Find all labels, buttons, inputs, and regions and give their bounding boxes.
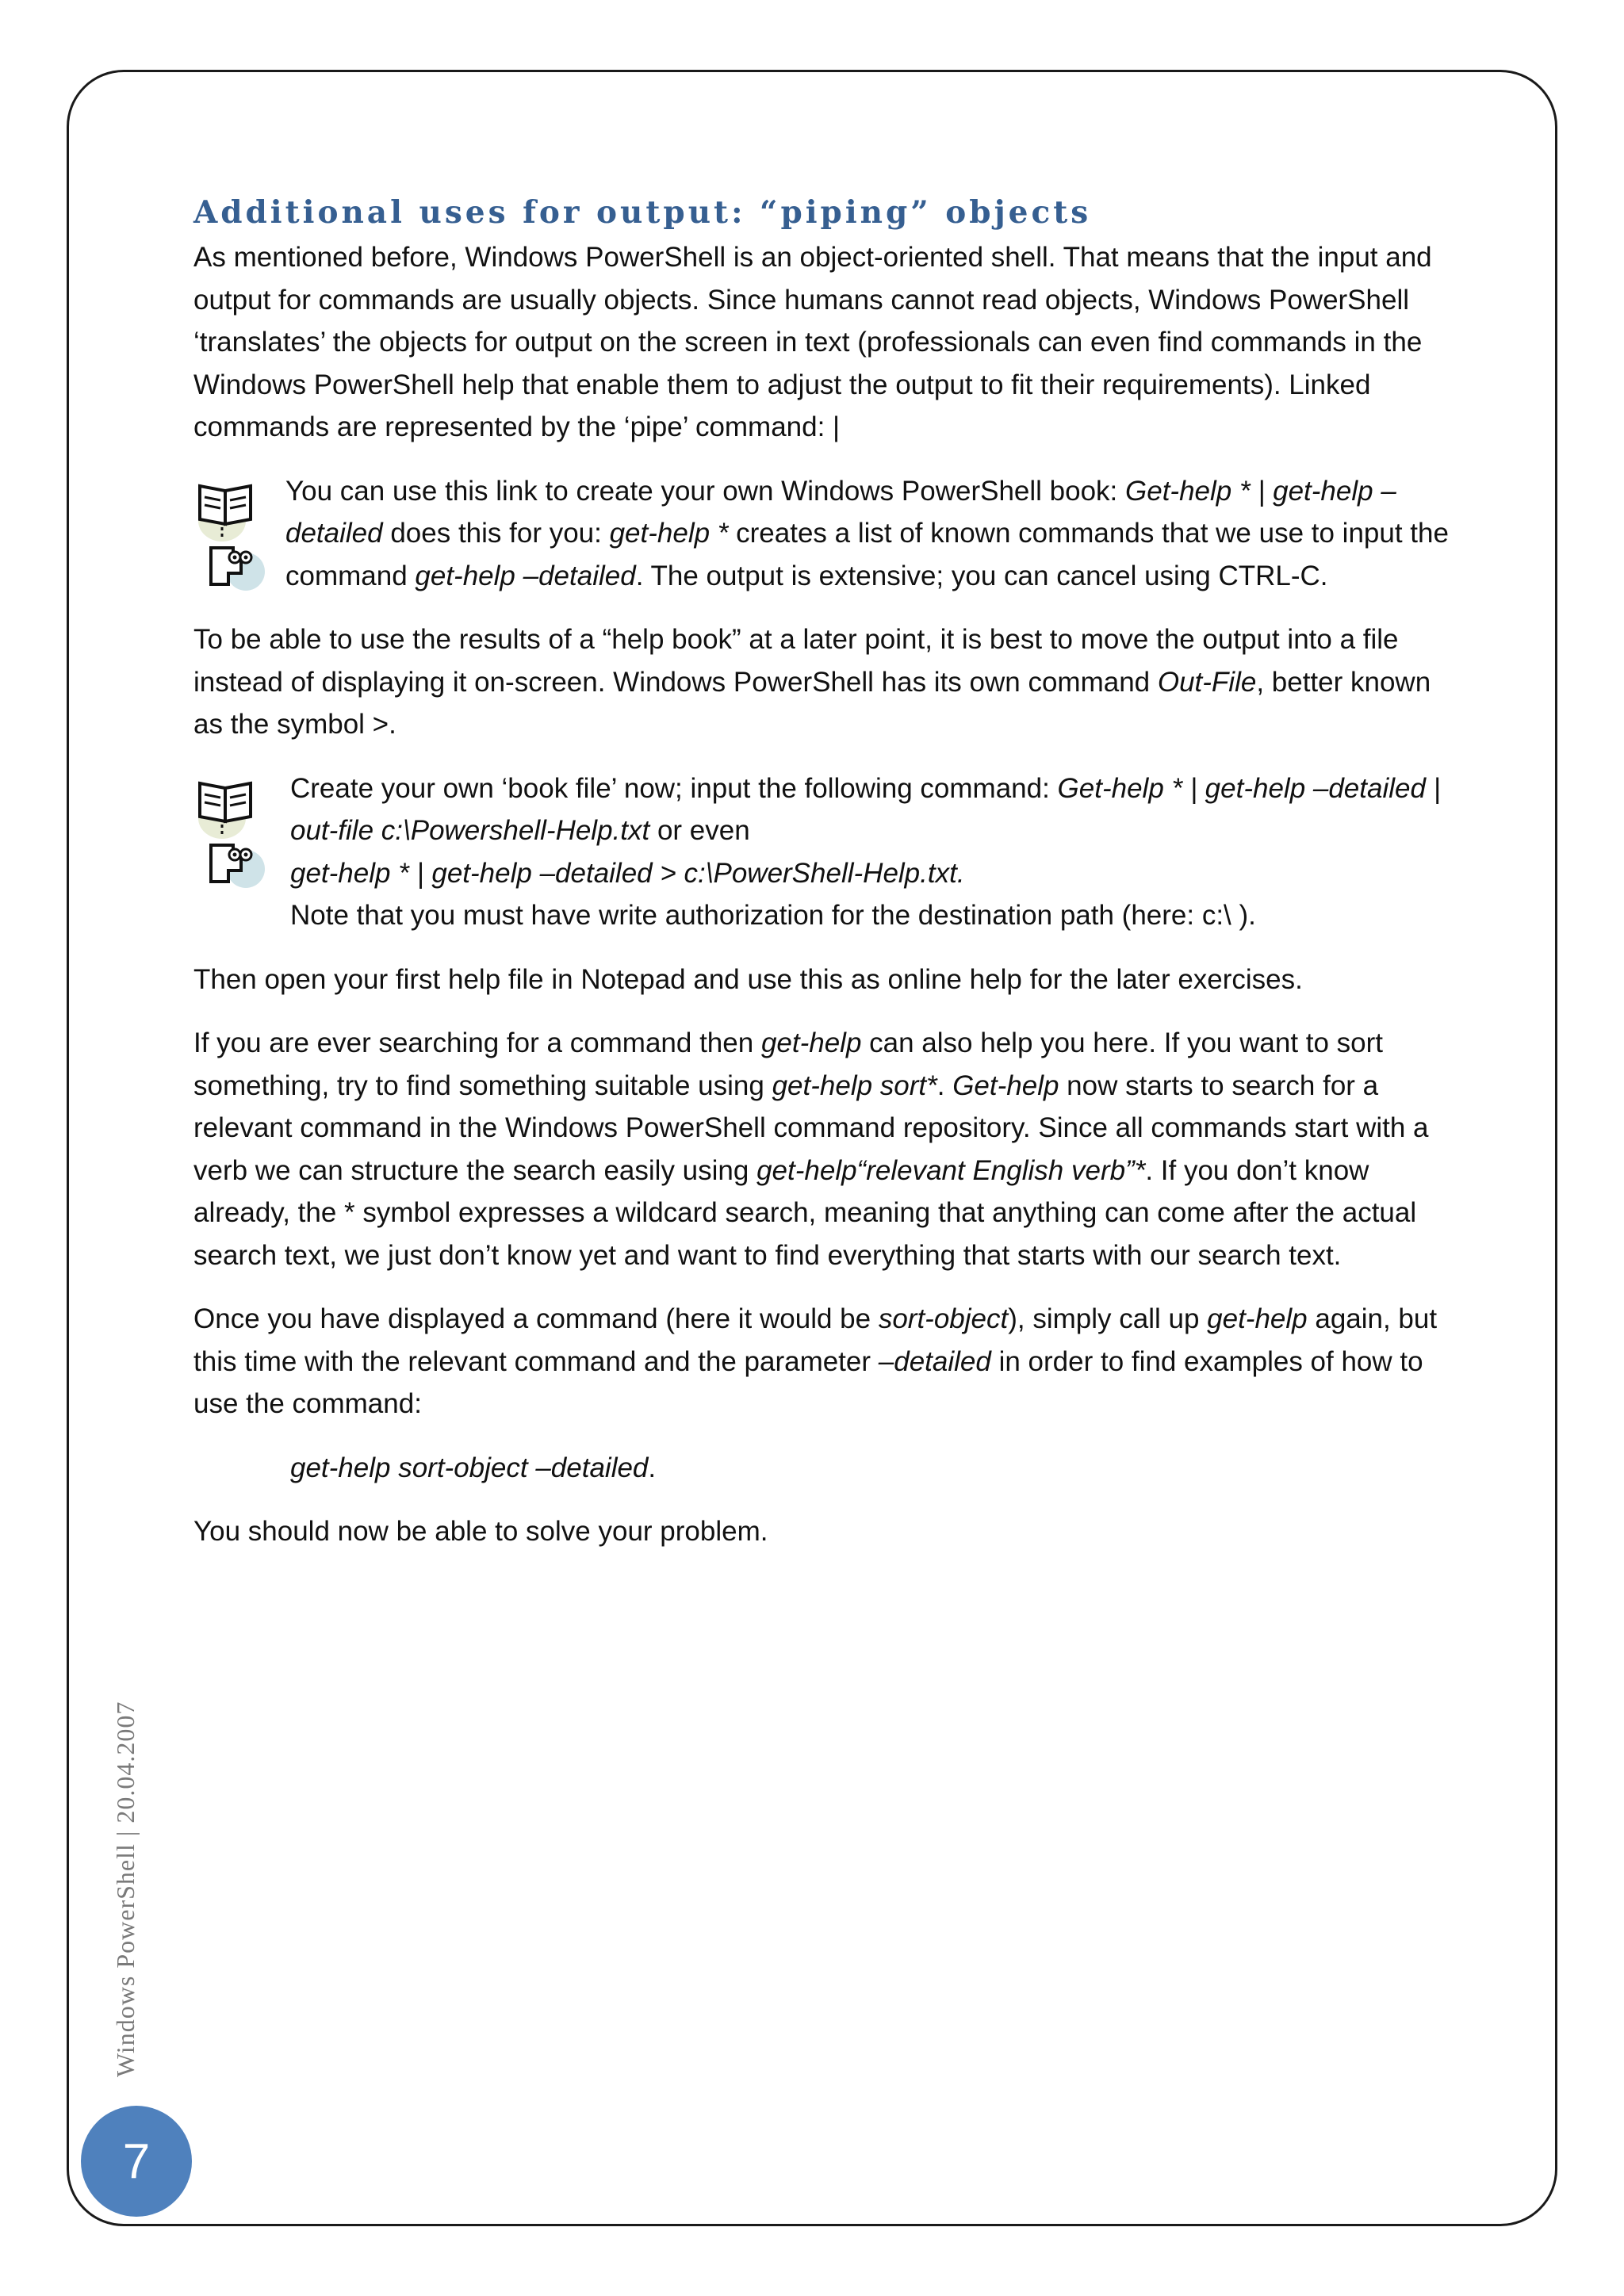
p4-command-1: get-help — [760, 1027, 862, 1058]
p5-text-1: Once you have displayed a command (here it would be — [193, 1303, 879, 1334]
p2-command-1: Out-File — [1157, 666, 1257, 698]
p5-command-1: sort-object — [878, 1303, 1009, 1334]
p4-command-4: get-help“relevant English verb”* — [756, 1154, 1146, 1186]
p5-command-2: get-help — [1207, 1303, 1308, 1334]
p5-text-4: in order to find examples of how to use the command: — [193, 1345, 1423, 1419]
page-number: 7 — [122, 2133, 151, 2189]
p4-text-1: If you are ever searching for a command then — [193, 1027, 761, 1058]
note-box-2 — [193, 767, 1462, 937]
p4-text-2: can also help you here. If you want to sort something, try to find something suitable using — [193, 1027, 1384, 1101]
note2-command-1: Get-help * | get-help –detailed | out-file c:\Powershell-Help.txt — [290, 772, 1441, 846]
p4-text-3: . — [936, 1070, 953, 1101]
p5-text-2: ), simply call up — [1008, 1303, 1208, 1334]
p4-command-3: Get-help — [952, 1070, 1059, 1101]
p2-text-1: To be able to use the results of a “help book” at a later point, it is best to move the output into a file instead of displaying it on-screen. Windows PowerShell has its own command — [193, 624, 1399, 698]
note2-text-3: Note that you must have write authorization for the destination path (here: c:\ ). — [290, 900, 1256, 931]
note1-command-3: get-help –detailed — [415, 560, 636, 591]
p4-text-4: now starts to search for a relevant command in the Windows PowerShell command repository. Since all commands start with a verb we can structure the search easily using — [193, 1070, 1429, 1186]
thinking-person-icon — [193, 772, 266, 891]
note2-text-1: Create your own ‘book file’ now; input the following command: — [290, 772, 1058, 804]
paragraph-intro: As mentioned before, Windows PowerShell is an object-oriented shell. That means that the input and output for commands are usually objects. Since humans cannot read objects, Windows PowerShell ‘translates’ the objects for output on the screen in text (professionals can even find commands in the Windows PowerShell help that enable them to adjust the output to fit their requirements). Linked commands are represented by the ‘pipe’ command: | — [193, 242, 1432, 442]
paragraph-notepad: Then open your first help file in Notepad and use this as online help for the later exercises. — [193, 963, 1303, 995]
section-heading: Additional uses for output: “piping” objects — [193, 194, 1092, 231]
note1-text-2: does this for you: — [382, 518, 610, 549]
sidebar-footer-text: Windows PowerShell | 20.04.2007 — [111, 1701, 140, 2077]
p5-command-3: –detailed — [878, 1345, 991, 1377]
page-number-badge — [81, 2106, 192, 2217]
book-note-icon — [193, 475, 266, 594]
paragraph-closing: You should now be able to solve your problem. — [193, 1516, 768, 1547]
main-content — [193, 189, 1462, 1575]
paragraph-search — [193, 1022, 1462, 1276]
paragraph-help-book — [193, 618, 1462, 746]
note1-text-4: . The output is extensive; you can cancel using CTRL-C. — [635, 560, 1328, 591]
paragraph-display-command — [193, 1298, 1462, 1425]
p2-text-2: , better known as the symbol >. — [193, 666, 1431, 740]
note2-command-2: get-help * | get-help –detailed > c:\PowerShell-Help.txt. — [290, 857, 965, 889]
note1-command-1: Get-help * | get-help –detailed — [285, 475, 1396, 549]
note1-command-2: get-help * — [609, 518, 729, 549]
p4-command-2: get-help sort* — [772, 1070, 937, 1101]
note1-text-1: You can use this link to create your own Windows PowerShell book: — [285, 475, 1125, 507]
p5-text-3: again, but this time with the relevant command and the parameter — [193, 1303, 1438, 1377]
note1-text-3: creates a list of known commands that we use to input the command — [285, 518, 1449, 591]
note2-text-2: or even — [649, 815, 750, 846]
note-box-1 — [193, 470, 1462, 598]
example-period: . — [648, 1452, 657, 1483]
example-command — [193, 1447, 1462, 1490]
example-command-text: get-help sort-object –detailed — [290, 1452, 649, 1483]
p4-text-5: . If you don’t know already, the * symbol expresses a wildcard search, meaning that anything can come after the actual search text, we just don’t know yet and want to find everything that starts with our search text. — [193, 1154, 1417, 1271]
